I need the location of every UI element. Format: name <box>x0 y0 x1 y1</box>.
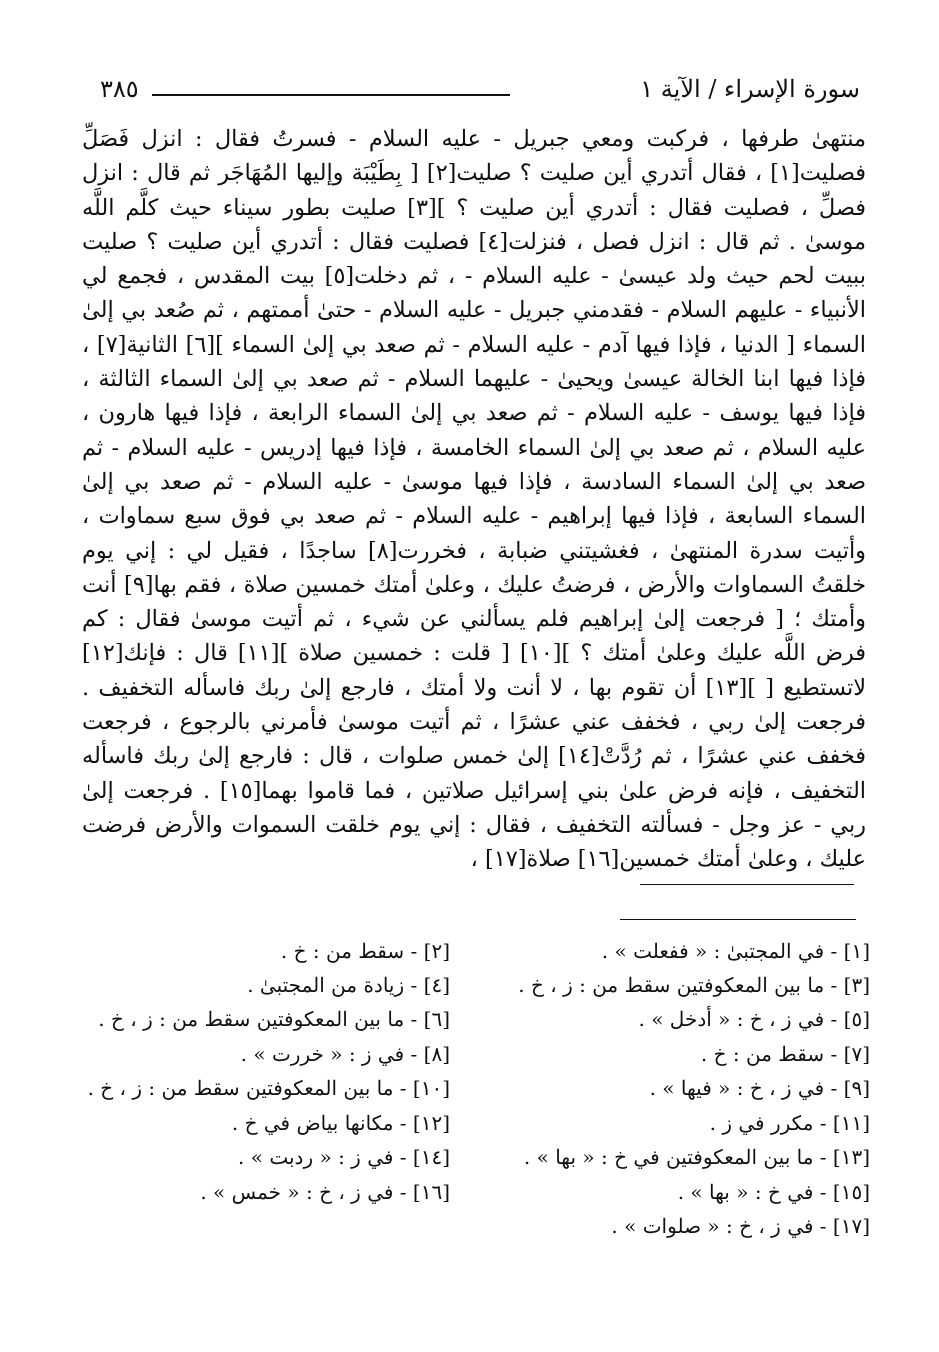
footnote: [٥] - في ز ، خ : « أدخل » . <box>638 1007 870 1031</box>
footnote: [١٦] - في ز ، خ : « خمس » . <box>200 1180 450 1204</box>
main-text: منتهىٰ طرفها ، فركبت ومعي جبريل - عليه السلام - فسرتُ فقال : انزل فَصَلِّ فصليت[١] ، فقال أتدري أين صليت ؟ صليت[٢] [ بِطَيْبَة وإليها المُهَاجَر ثم قال : انزل فصلِّ ، فصليت فقال : أتدري أين صليت ؟ ][٣] صليت بطور سيناء حيث كلَّم اللَّه موسىٰ . ثم قال : انزل فصل ، فنزلت[٤] فصليت فقال : أتدري أين صليت ؟ صليت ببيت لحم حيث ولد عيسىٰ - عليه السلام - ، ثم دخلت[٥] بيت المقدس ، فجمع لي الأنبياء - عليهم السلام - فقدمني جبريل - عليه السلام - حتىٰ أممتهم ، ثم صُعد بي إلىٰ السماء [ الدنيا ، فإذا فيها آدم - عليه السلام - ثم صعد بي إلىٰ السماء ][٦] الثانية[٧] ، فإذا فيها ابنا الخالة عيسىٰ ويحيىٰ - عليهما السلام - ثم صعد بي إلىٰ السماء الثالثة ، فإذا فيها يوسف - عليه السلام - ثم صعد بي إلىٰ السماء الرابعة ، فإذا فيها هارون ، عليه السلام ، ثم صعد بي إلىٰ السماء الخامسة ، فإذا فيها إدريس - عليه السلام - ثم صعد بي إلىٰ السماء السادسة ، فإذا فيها موسىٰ - عليه السلام - ثم صعد بي إلىٰ السماء السابعة ، فإذا فيها إبراهيم - عليه السلام - ثم صعد بي فوق سبع سماوات ، وأتيت سدرة المنتهىٰ ، فغشيتني ضبابة ، فخررت[٨] ساجدًا ، فقيل لي : إني يوم خلقتُ السماوات والأرض ، فرضتُ عليك ، وعلىٰ أمتك خمسين صلاة ، فقم بها[٩] أنت وأمتك ؛ [ فرجعت إلىٰ إبراهيم فلم يسألني عن شيء ، ثم أتيت موسىٰ فقال : كم فرض اللَّه عليك وعلىٰ أمتك ؟ ][١٠] [ قلت : خمسين صلاة ][١١] قال : فإنك[١٢] لاتستطيع [ ][١٣] أن تقوم بها ، لا أنت ولا أمتك ، فارجع إلىٰ ربك فاسأله التخفيف . فرجعت إلىٰ ربي ، فخفف عني عشرًا ، ثم أتيت موسىٰ فأمرني بالرجوع ، فرجعت فخفف عني عشرًا ، ثم رُدَّتْ[١٤] إلىٰ خمس صلوات ، قال : فارجع إلىٰ ربك فاسأله التخفيف ، فإنه فرض علىٰ بني إسرائيل صلاتين ، فما قاموا بهما[١٥] . فرجعت إلىٰ ربي - عز وجل - فسألته التخفيف ، فقال : إني يوم خلقت السموات والأرض فرضت عليك ، وعلىٰ أمتك خمسين[١٦] صلاة[١٧] ، <box>82 126 867 873</box>
footnote: [١٢] - مكانها بياض في خ . <box>231 1111 450 1135</box>
footnote: [١٣] - ما بين المعكوفتين في خ : « بها » . <box>523 1145 870 1169</box>
footnote: [٤] - زيادة من المجتبىٰ . <box>247 973 450 997</box>
footnote: [٢] - سقط من : خ . <box>280 939 450 963</box>
running-header <box>100 72 860 112</box>
footnote: [٨] - في ز : « خررت » . <box>240 1042 450 1066</box>
footnote: [١٤] - في ز : « ردبت » . <box>238 1145 450 1169</box>
footnote: [١٥] - في خ : « بها » . <box>677 1180 870 1204</box>
footnote: [١٧] - في ز ، خ : « صلوات » . <box>611 1214 870 1238</box>
footnote: [٦] - ما بين المعكوفتين سقط من : ز ، خ . <box>98 1007 450 1031</box>
footnote: [٧] - سقط من : خ . <box>700 1042 870 1066</box>
footnote: [٣] - ما بين المعكوفتين سقط من : ز ، خ . <box>518 973 870 997</box>
footnote: [١٠] - ما بين المعكوفتين سقط من : ز ، خ . <box>87 1076 450 1100</box>
header-rule <box>152 94 510 96</box>
footnote: [١] - في المجتبىٰ : « ففعلت » . <box>601 939 870 963</box>
footnote-separator-long <box>620 919 856 920</box>
footnote: [١١] - مكرر في ز . <box>709 1111 870 1135</box>
footnote: [٩] - في ز ، خ : « فيها » . <box>649 1076 870 1100</box>
page-number: ٣٨٥ <box>100 75 139 103</box>
surah-title: سورة الإسراء / الآية ١ <box>640 75 860 103</box>
footnote-separator-short <box>640 884 854 885</box>
